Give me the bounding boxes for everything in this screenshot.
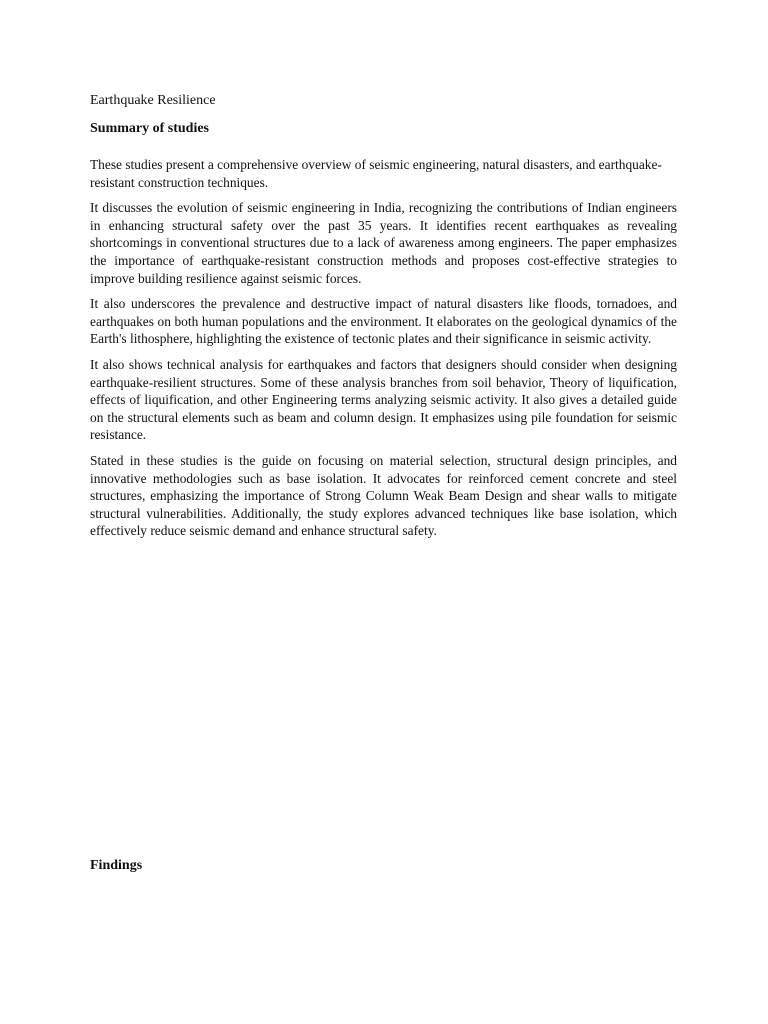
document-title: Earthquake Resilience: [90, 93, 216, 108]
paragraph-material-selection: Stated in these studies is the guide on focusing on material selection, structural design principles, and innovative methodologies such as base isolation. It advocates for reinforced cement concrete and steel structures, emphasizing the importance of Strong Column Weak Beam Design and shear walls to mitigate structural vulnerabilities. Additionally, the study explores advanced techniques like base isolation, which effectively reduce seismic demand and enhance structural safety.: [90, 452, 677, 539]
paragraph-natural-disasters: It also underscores the prevalence and destructive impact of natural disasters like floods, tornadoes, and earthquakes on both human populations and the environment. It elaborates on the geological dynamics of the Earth's lithosphere, highlighting the existence of tectonic plates and their significance in seismic activity.: [90, 296, 677, 347]
paragraph-evolution: It discusses the evolution of seismic engineering in India, recognizing the contributions of Indian engineers in enhancing structural safety over the past 35 years. It identifies recent earthquakes as revealing shortcomings in conventional structures due to a lack of awareness among engineers. The paper emphasizes the importance of earthquake-resistant construction methods and proposes cost-effective strategies to improve building resilience against seismic forces.: [90, 200, 677, 286]
summary-body: [90, 156, 677, 548]
paragraph-technical-analysis: It also shows technical analysis for earthquakes and factors that designers should consider when designing earthquake-resilient structures. Some of these analysis branches from soil behavior, Theory of liquification, effects of liquification, and other Engineering terms analyzing seismic activity. It also gives a detailed guide on the structural elements such as beam and column design. It emphasizes using pile foundation for seismic resistance.: [90, 356, 677, 443]
summary-heading: Summary of studies: [90, 121, 210, 136]
paragraph-overview: These studies present a comprehensive overview of seismic engineering, natural disasters, and earthquake-resistant construction techniques.: [90, 157, 662, 190]
findings-heading: Findings: [90, 858, 143, 873]
